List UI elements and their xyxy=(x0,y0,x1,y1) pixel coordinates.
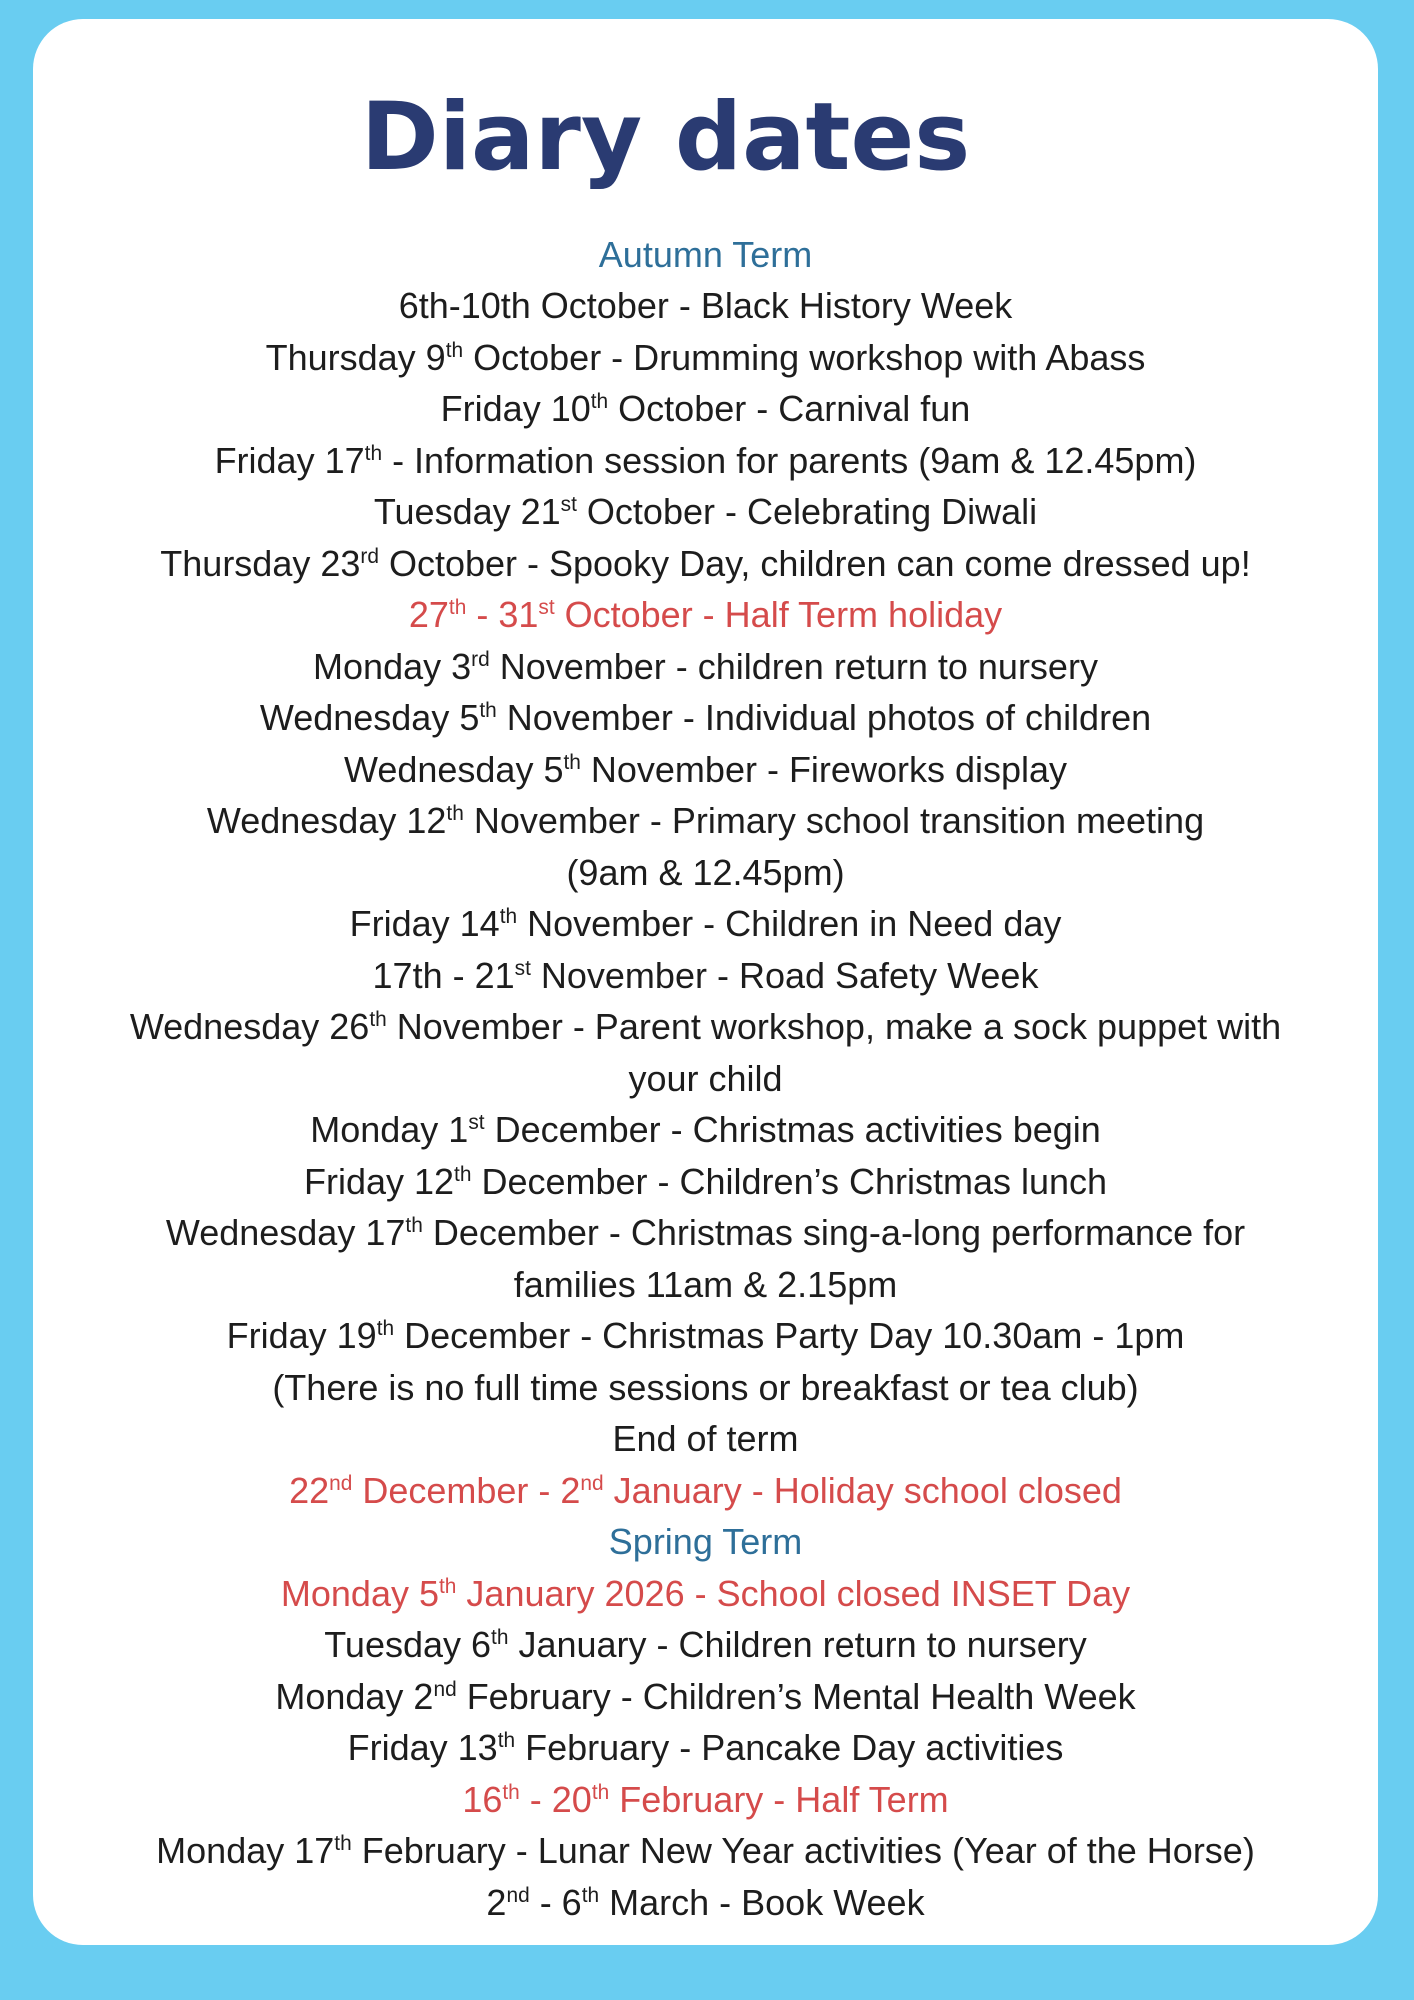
diary-line: Thursday 23rd October - Spooky Day, children can come dressed up! xyxy=(160,542,1251,584)
ordinal-suffix: th xyxy=(439,1574,457,1598)
ordinal-suffix: th xyxy=(491,1626,509,1649)
diary-line: Friday 17th - Information session for parents (9am & 12.45pm) xyxy=(214,439,1197,481)
diary-line: Friday 19th December - Christmas Party Day 10.30am - 1pm xyxy=(226,1315,1185,1356)
diary-line: Friday 13th February - Pancake Day activities xyxy=(347,1727,1064,1768)
diary-lines xyxy=(33,229,1378,1929)
diary-line: Monday 5th January 2026 - School closed INSET Day xyxy=(280,1572,1131,1614)
ordinal-suffix: th xyxy=(448,596,467,619)
ordinal-suffix: th xyxy=(446,802,464,825)
ordinal-suffix: th xyxy=(454,1162,472,1186)
diary-line: 16th - 20th February - Half Term xyxy=(462,1778,949,1820)
diary-line: (9am & 12.45pm) xyxy=(566,851,845,893)
page-title: Diary dates xyxy=(360,83,971,192)
diary-line: 27th - 31st October - Half Term holiday xyxy=(408,594,1003,635)
term-header: Autumn Term xyxy=(598,233,813,275)
diary-line: 6th-10th October - Black History Week xyxy=(398,285,1013,326)
diary-line: Wednesday 5th November - Individual photos of children xyxy=(259,697,1152,738)
ordinal-suffix: nd xyxy=(580,1471,604,1495)
diary-line: Friday 14th November - Children in Need day xyxy=(349,903,1062,944)
diary-line: Wednesday 5th November - Fireworks display xyxy=(343,748,1068,790)
ordinal-suffix: th xyxy=(499,905,518,928)
diary-line: (There is no full time sessions or breakfast or tea club) xyxy=(272,1366,1139,1408)
diary-line: 17th - 21st November - Road Safety Week xyxy=(372,954,1039,996)
diary-line: Friday 10th October - Carnival fun xyxy=(440,388,971,429)
diary-line: Monday 2nd February - Children’s Mental Health Week xyxy=(275,1675,1136,1717)
ordinal-suffix: rd xyxy=(471,647,490,671)
diary-line: Tuesday 21st October - Celebrating Diwali xyxy=(373,491,1038,532)
ordinal-suffix: th xyxy=(364,441,383,465)
diary-line: Thursday 9th October - Drumming workshop with Abass xyxy=(265,336,1146,378)
ordinal-suffix: th xyxy=(369,1008,387,1031)
ordinal-suffix: th xyxy=(502,1780,520,1804)
diary-line: Wednesday 26th November - Parent workshop, make a sock puppet with xyxy=(129,1006,1282,1047)
ordinal-suffix: th xyxy=(405,1214,423,1237)
diary-line: 22nd December - 2nd January - Holiday school closed xyxy=(289,1469,1122,1511)
ordinal-suffix: th xyxy=(590,390,609,413)
diary-line: Wednesday 12th November - Primary school transition meeting xyxy=(206,800,1205,841)
diary-card xyxy=(33,19,1378,1945)
term-header: Spring Term xyxy=(608,1521,803,1562)
ordinal-suffix: st xyxy=(538,596,555,619)
diary-line: Friday 12th December - Children’s Christmas lunch xyxy=(303,1160,1108,1202)
ordinal-suffix: th xyxy=(581,1883,600,1907)
ordinal-suffix: st xyxy=(468,1111,485,1134)
diary-line: Monday 3rd November - children return to nursery xyxy=(313,645,1098,687)
ordinal-suffix: nd xyxy=(506,1883,530,1907)
diary-line: Monday 1st December - Christmas activities begin xyxy=(310,1109,1101,1150)
diary-line: 2nd - 6th March - Book Week xyxy=(486,1881,925,1923)
ordinal-suffix: th xyxy=(563,750,581,774)
diary-line: families 11am & 2.15pm xyxy=(513,1263,898,1305)
diary-line: Wednesday 17th December - Christmas sing-a-long performance for xyxy=(165,1212,1246,1253)
ordinal-suffix: th xyxy=(334,1832,352,1855)
ordinal-suffix: th xyxy=(445,338,464,362)
diary-line: Tuesday 6th January - Children return to nursery xyxy=(324,1624,1087,1665)
ordinal-suffix: th xyxy=(376,1317,395,1340)
ordinal-suffix: nd xyxy=(433,1677,457,1701)
ordinal-suffix: th xyxy=(479,699,497,722)
ordinal-suffix: nd xyxy=(329,1471,353,1495)
ordinal-suffix: th xyxy=(591,1780,610,1804)
diary-line: Monday 17th February - Lunar New Year activities (Year of the Horse) xyxy=(156,1830,1255,1871)
diary-line: your child xyxy=(628,1057,783,1099)
ordinal-suffix: th xyxy=(497,1729,516,1752)
ordinal-suffix: st xyxy=(514,956,531,980)
diary-line: End of term xyxy=(612,1418,799,1459)
ordinal-suffix: st xyxy=(560,493,577,516)
ordinal-suffix: rd xyxy=(360,544,379,568)
